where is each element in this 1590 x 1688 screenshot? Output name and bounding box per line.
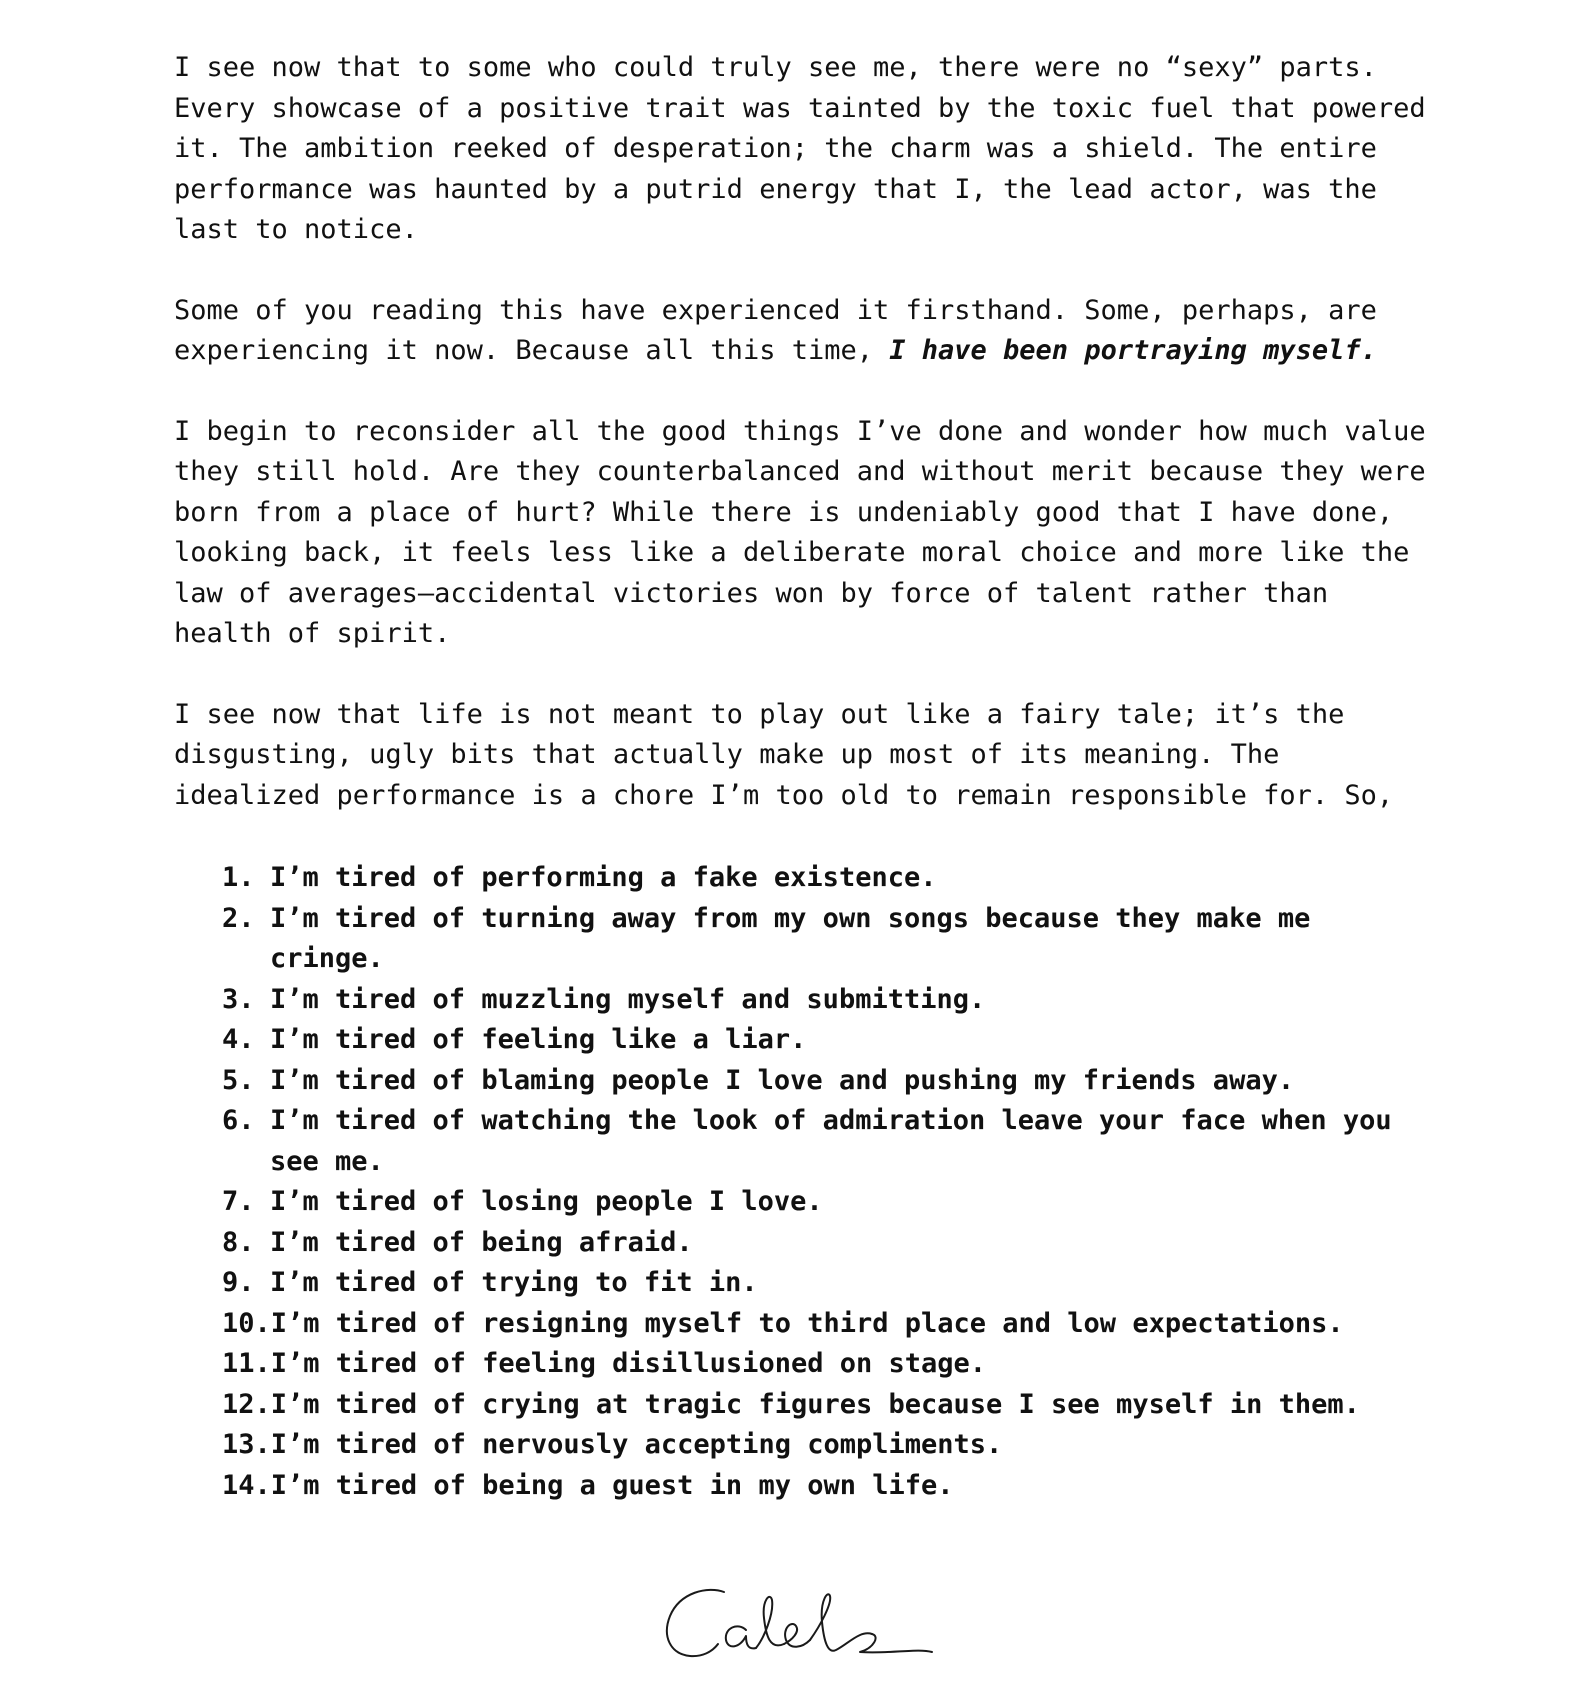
- list-number: 14.: [222, 1469, 271, 1501]
- list-number: 6.: [222, 1105, 255, 1136]
- list-number: 1.: [222, 862, 255, 893]
- list-number: 9.: [222, 1267, 255, 1298]
- list-text: I’m tired of turning away from my own songs because they make me cringe.: [270, 902, 1311, 974]
- paragraph-4: I see now that life is not meant to play out like a fairy tale; it’s the disgusting, ugly bits that actually make up most of its meaning. The idealized performance is a chore I’m too old to remain responsible for. So,: [174, 698, 1394, 811]
- list-item: [174, 899, 1434, 980]
- list-number: 2.: [222, 902, 255, 934]
- list-item: [174, 1385, 1434, 1426]
- paragraph-2: [174, 291, 1434, 372]
- list-text: I’m tired of feeling like a liar.: [270, 1024, 807, 1055]
- list-number: 5.: [222, 1064, 255, 1096]
- list-item: [174, 1020, 1434, 1061]
- list-text: I’m tired of watching the look of admiration leave your face when you see me.: [270, 1105, 1392, 1177]
- paragraph-3: I begin to reconsider all the good things I’ve done and wonder how much value they still hold. Are they counterbalanced and without merit because they were born from a place of hurt? While there is undeniably good that I have done, looking back, it feels less like a deliberate moral choice and more like the law of averages—accidental victories won by force of talent rather than health of spirit.: [174, 415, 1426, 649]
- list-item: [174, 1304, 1434, 1345]
- list-number: 13.: [222, 1429, 271, 1460]
- list-number: 8.: [222, 1226, 255, 1258]
- paragraph-2-emphasis: I have been portraying myself.: [889, 335, 1377, 366]
- list-number: 7.: [222, 1186, 255, 1217]
- list-text: I’m tired of blaming people I love and pushing my friends away.: [270, 1064, 1295, 1096]
- list-item: [174, 1182, 1434, 1223]
- list-text: I’m tired of nervously accepting compliments.: [270, 1429, 1003, 1460]
- list-text: I’m tired of feeling disillusioned on stage.: [270, 1348, 987, 1379]
- list-text: I’m tired of trying to fit in.: [270, 1267, 758, 1298]
- list-item: [174, 1223, 1434, 1264]
- list-item: [174, 980, 1434, 1021]
- list-number: 10.: [222, 1307, 271, 1339]
- list-item: [174, 1466, 1434, 1507]
- paragraph-1: I see now that to some who could truly see me, there were no “sexy” parts. Every showcase of a positive trait was tainted by the toxic fuel that powered it. The ambition reeked of desperation; the charm was a shield. The entire performance was haunted by a putrid energy that I, the lead actor, was the last to notice.: [174, 52, 1426, 245]
- list-number: 12.: [222, 1388, 271, 1420]
- list-text: I’m tired of resigning myself to third place and low expectations.: [270, 1307, 1344, 1339]
- list-text: I’m tired of being a guest in my own life.: [270, 1469, 954, 1501]
- list-item: [174, 1425, 1434, 1466]
- list-item: [174, 858, 1434, 899]
- list-text: I’m tired of losing people I love.: [270, 1186, 823, 1217]
- list-number: 4.: [222, 1024, 255, 1055]
- list-text: I’m tired of being afraid.: [270, 1226, 693, 1258]
- tired-list: [174, 858, 1434, 1506]
- signature: [660, 1578, 940, 1668]
- list-number: 3.: [222, 983, 255, 1015]
- signature-drawing: [660, 1578, 940, 1668]
- list-text: I’m tired of crying at tragic figures because I see myself in them.: [270, 1388, 1360, 1420]
- list-item: [174, 1101, 1434, 1182]
- list-item: [174, 1263, 1434, 1304]
- list-number: 11.: [222, 1348, 271, 1379]
- letter-body: [174, 48, 1434, 1506]
- list-item: [174, 1344, 1434, 1385]
- list-text: I’m tired of muzzling myself and submitting.: [270, 983, 986, 1015]
- list-item: [174, 1061, 1434, 1102]
- paragraph-2-text: Some of you reading this have experienced it firsthand. Some, perhaps, are experiencing it now. Because all this time,: [174, 294, 1377, 366]
- list-text: I’m tired of performing a fake existence.: [270, 862, 937, 893]
